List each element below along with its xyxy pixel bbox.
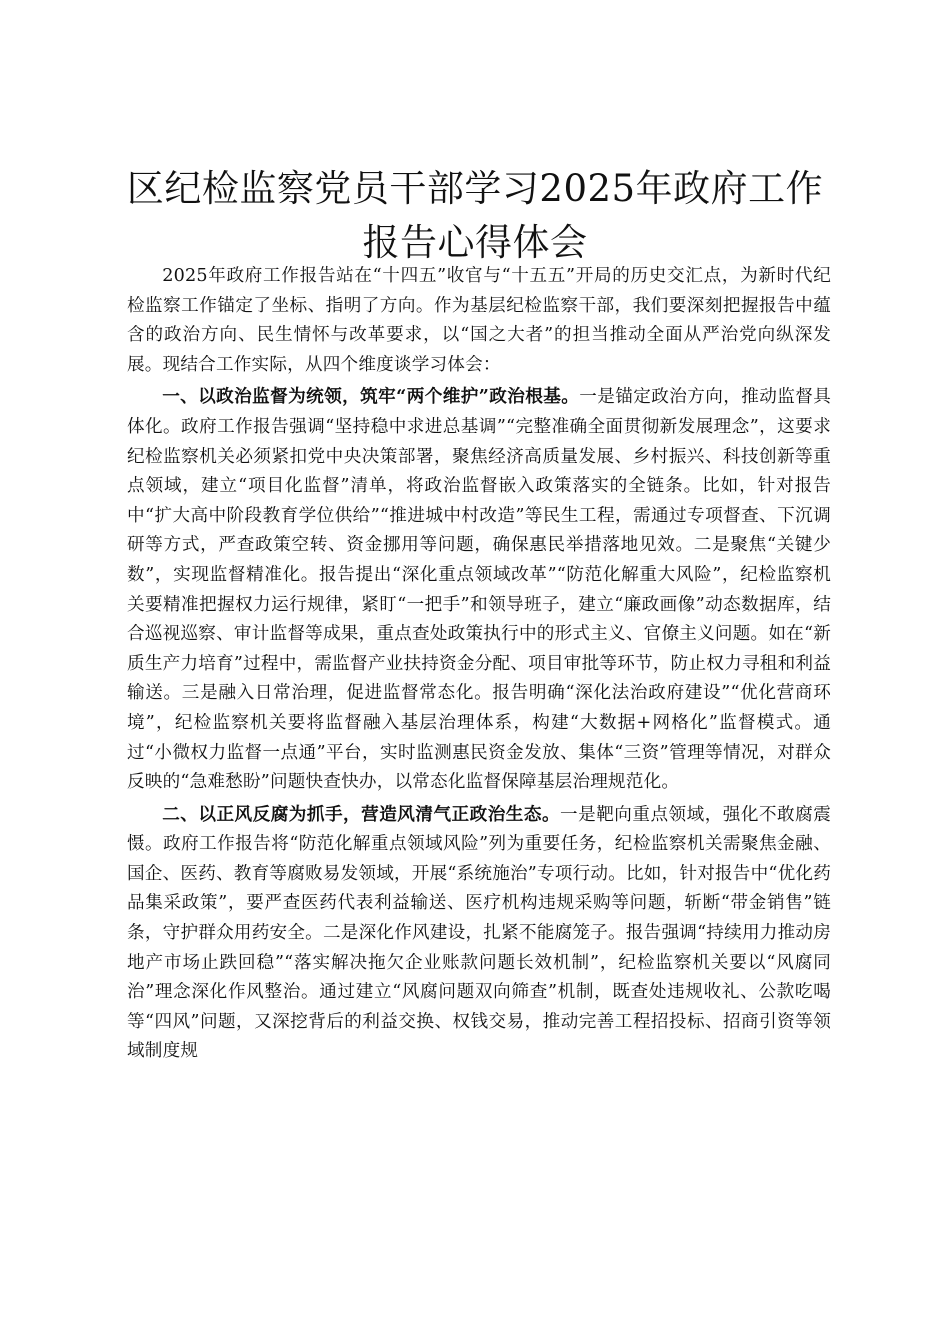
intro-paragraph: 2025年政府工作报告站在“十四五”收官与“十五五”开局的历史交汇点，为新时代纪检监察工作锚定了坐标、指明了方向。作为基层纪检监察干部，我们要深刻把握报告中蕴含的政治方向、民生情怀与改革要求，以“国之大者”的担当推动全面从严治党向纵深发展。现结合工作实际，从四个维度谈学习体会： [127, 266, 831, 375]
section-text: 一是靶向重点领域，强化不敢腐震慑。政府工作报告将“防范化解重点领域风险”列为重要任务，纪检监察机关需聚焦金融、国企、医药、教育等腐败易发领域，开展“系统施治”专项行动。比如，针对报告中“优化药品集采政策”，要严查医药代表利益输送、医疗机构违规采购等问题，斩断“带金销售”链条，守护群众用药安全。二是深化作风建设，扎紧不能腐笼子。报告强调“持续用力推动房地产市场止跌回稳”“落实解决拖欠企业账款问题长效机制”，纪检监察机关要以“风腐同治”理念深化作风整治。通过建立“风腐问题双向筛查”机制，既查处违规收礼、公款吃喝等“四风”问题，又深挖背后的利益交换、权钱交易，推动完善工程招投标、招商引资等领域制度规 [127, 804, 831, 1062]
section-paragraph [127, 382, 831, 797]
section-paragraph [127, 800, 831, 1067]
section-heading: 一、以政治监督为统领，筑牢“两个维护”政治根基。 [162, 386, 580, 408]
document-body [127, 262, 831, 1067]
document-title: 区纪检监察党员干部学习2025年政府工作报告心得体会 [126, 167, 824, 264]
section-heading: 二、以正风反腐为抓手，营造风清气正政治生态。 [162, 803, 561, 825]
section-text: 一是锚定政治方向，推动监督具体化。政府工作报告强调“坚持稳中求进总基调”“完整准确全面贯彻新发展理念”，这要求纪检监察机关必须紧扣党中央决策部署，聚焦经济高质量发展、乡村振兴、科技创新等重点领域，建立“项目化监督”清单，将政治监督嵌入政策落实的全链条。比如，针对报告中“扩大高中阶段教育学位供给”“推进城中村改造”等民生工程，需通过专项督查、下沉调研等方式，严查政策空转、资金挪用等问题，确保惠民举措落地见效。二是聚焦“关键少数”，实现监督精准化。报告提出“深化重点领域改革”“防范化解重大风险”，纪检监察机关要精准把握权力运行规律，紧盯“一把手”和领导班子，建立“廉政画像”动态数据库，结合巡视巡察、审计监督等成果，重点查处政策执行中的形式主义、官僚主义问题。如在“新质生产力培育”过程中，需监督产业扶持资金分配、项目审批等环节，防止权力寻租和利益输送。三是融入日常治理，促进监督常态化。报告明确“深化法治政府建设”“优化营商环境”，纪检监察机关要将监督融入基层治理体系，构建“大数据+网格化”监督模式。通过“小微权力监督一点通”平台，实时监测惠民资金发放、集体“三资”管理等情况，对群众反映的“急难愁盼”问题快查快办，以常态化监督保障基层治理规范化。 [127, 387, 831, 793]
